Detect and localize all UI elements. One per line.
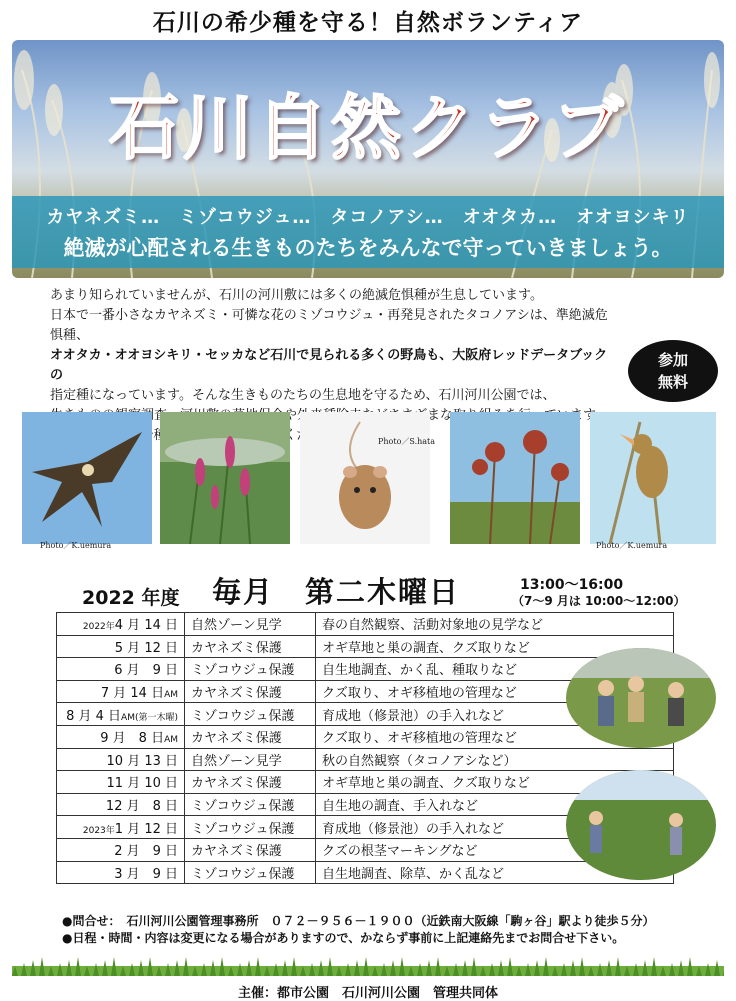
- schedule-date-text: 1 月 12 日: [114, 821, 178, 837]
- sponsor: 主催：都市公園 石川河川公園 管理共同体: [237, 986, 498, 1001]
- schedule-activity: カヤネズミ保護: [185, 838, 316, 861]
- schedule-date: [57, 838, 185, 861]
- schedule-row: [57, 861, 674, 884]
- schedule-date: [57, 613, 185, 636]
- schedule-date-text: 4 月 14 日: [114, 618, 178, 634]
- schedule-activity: 自然ゾーン見学: [185, 748, 316, 771]
- schedule-date-text: 2 月 9 日: [114, 844, 178, 860]
- page-subtitle: 石川の希少種を守る！自然ボランティア: [152, 10, 584, 36]
- photo-credit: Photo／S.hata: [378, 437, 436, 446]
- schedule-date: [57, 725, 185, 748]
- schedule-activity: カヤネズミ保護: [185, 771, 316, 794]
- schedule-activity: カヤネズミ保護: [185, 635, 316, 658]
- reed-warbler-photo: [590, 412, 716, 544]
- species-list: カヤネズミ… ミゾコウジュ… タコノアシ… オオタカ… オオヨシキリ: [46, 207, 690, 228]
- schedule-date: [57, 793, 185, 816]
- harvest-mouse-photo: [300, 412, 430, 544]
- badge-line: 参加: [657, 351, 688, 369]
- schedule-date: [57, 816, 185, 839]
- badge-line: 無料: [657, 373, 688, 391]
- schedule-row: [57, 635, 674, 658]
- flower-photo: [160, 412, 290, 544]
- schedule-detail: オギ草地と巣の調査、クズ取りなど: [316, 635, 674, 658]
- schedule-date: [57, 703, 185, 726]
- change-notice: ●日程・時間・内容は変更になる場合がありますので、かならず事前に上記連絡先までお問合せ下さい。: [62, 931, 625, 945]
- schedule-row: [57, 748, 674, 771]
- schedule-date: [57, 680, 185, 703]
- schedule-date: [57, 771, 185, 794]
- intro-line: オオタカ・オオヨシキリ・セッカなど石川で見られる多くの野鳥も、大阪府レッドデータブックの: [50, 348, 608, 383]
- schedule-activity: ミゾコウジュ保護: [185, 658, 316, 681]
- schedule-activity: カヤネズミ保護: [185, 725, 316, 748]
- schedule-date: [57, 861, 185, 884]
- schedule-date-text: 11 月 10 日: [106, 776, 178, 792]
- intro-line: 指定種になっています。そんな生きものたちの生息地を守るため、石川河川公園では、: [50, 388, 556, 403]
- free-participation-badge: [628, 340, 718, 402]
- schedule-date-text: 10 月 13 日: [106, 753, 178, 769]
- schedule-detail: 育成地（修景池）の手入れなど: [316, 816, 674, 839]
- schedule-detail: クズの根茎マーキングなど: [316, 838, 674, 861]
- schedule-activity: 自然ゾーン見学: [185, 613, 316, 636]
- schedule-row: [57, 771, 674, 794]
- schedule-date-text: 9 月 8 日: [100, 731, 165, 747]
- hawk-photo: [22, 412, 152, 544]
- schedule-date: [57, 658, 185, 681]
- schedule-time-suffix: AM(第一木曜): [121, 712, 178, 723]
- schedule-detail: クズ取り、オギ移植地の管理など: [316, 680, 674, 703]
- schedule-date-text: 6 月 9 日: [114, 663, 178, 679]
- club-title: 石川自然クラブ: [109, 87, 627, 169]
- intro-line: あまり知られていませんが、石川の河川敷には多くの絶滅危惧種が生息しています。: [50, 288, 543, 303]
- schedule-activity: ミゾコウジュ保護: [185, 793, 316, 816]
- schedule-time-suffix: AM: [164, 735, 178, 746]
- intro-line: 日本で一番小さなカヤネズミ・可憐な花のミゾコウジュ・再発見されたタコノアシは、準絶滅危惧種、: [50, 308, 608, 343]
- schedule-detail: 育成地（修景池）の手入れなど: [316, 703, 674, 726]
- schedule-row: [57, 725, 674, 748]
- meeting-time: 13:00〜16:00: [520, 577, 624, 593]
- schedule-date-text: 5 月 12 日: [114, 640, 178, 656]
- schedule-date-text: 8 月 4 日: [66, 708, 122, 724]
- schedule-detail: クズ取り、オギ移植地の管理など: [316, 725, 674, 748]
- schedule-activity: ミゾコウジュ保護: [185, 816, 316, 839]
- takonoashi-photo: [450, 412, 580, 544]
- schedule-activity: カヤネズミ保護: [185, 680, 316, 703]
- schedule-detail: 自生地の調査、手入れなど: [316, 793, 674, 816]
- schedule-detail: 春の自然観察、活動対象地の見学など: [316, 613, 674, 636]
- volunteer-photo-1: [566, 648, 716, 748]
- tagline: 絶滅が心配される生きものたちをみんなで守っていきましょう。: [63, 236, 673, 260]
- grass-decoration: [12, 952, 724, 976]
- schedule-time-suffix: AM: [164, 690, 178, 701]
- schedule-date-text: 7 月 14 日: [100, 686, 165, 702]
- schedule-year-prefix: 2023年: [82, 825, 115, 836]
- schedule-date-text: 12 月 8 日: [105, 799, 178, 815]
- schedule-detail: 自生地調査、除草、かく乱など: [316, 861, 674, 884]
- schedule-row: [57, 613, 674, 636]
- schedule-detail: 秋の自然観察（タコノアシなど）: [316, 748, 674, 771]
- schedule-activity: ミゾコウジュ保護: [185, 703, 316, 726]
- schedule-date: [57, 748, 185, 771]
- contact-info: ●問合せ： 石川河川公園管理事務所 ０７２－９５６－１９００（近鉄南大阪線「駒ヶ谷」駅より徒歩５分）: [62, 914, 655, 928]
- schedule-activity: ミゾコウジュ保護: [185, 861, 316, 884]
- schedule-detail: オギ草地と巣の調査、クズ取りなど: [316, 771, 674, 794]
- fiscal-year: 2022 年度: [82, 587, 180, 609]
- schedule-year-prefix: 2022年: [82, 622, 115, 633]
- schedule-detail: 自生地調査、かく乱、種取りなど: [316, 658, 674, 681]
- volunteer-photo-2: [566, 770, 716, 880]
- photo-credit: Photo／K.uemura: [596, 541, 668, 550]
- photo-credit: Photo／K.uemura: [40, 541, 112, 550]
- meeting-day: 毎月 第二木曜日: [212, 575, 461, 609]
- schedule-date: [57, 635, 185, 658]
- schedule-date-text: 3 月 9 日: [114, 866, 178, 882]
- summer-time-note: （7〜9 月は 10:00〜12:00）: [512, 594, 686, 608]
